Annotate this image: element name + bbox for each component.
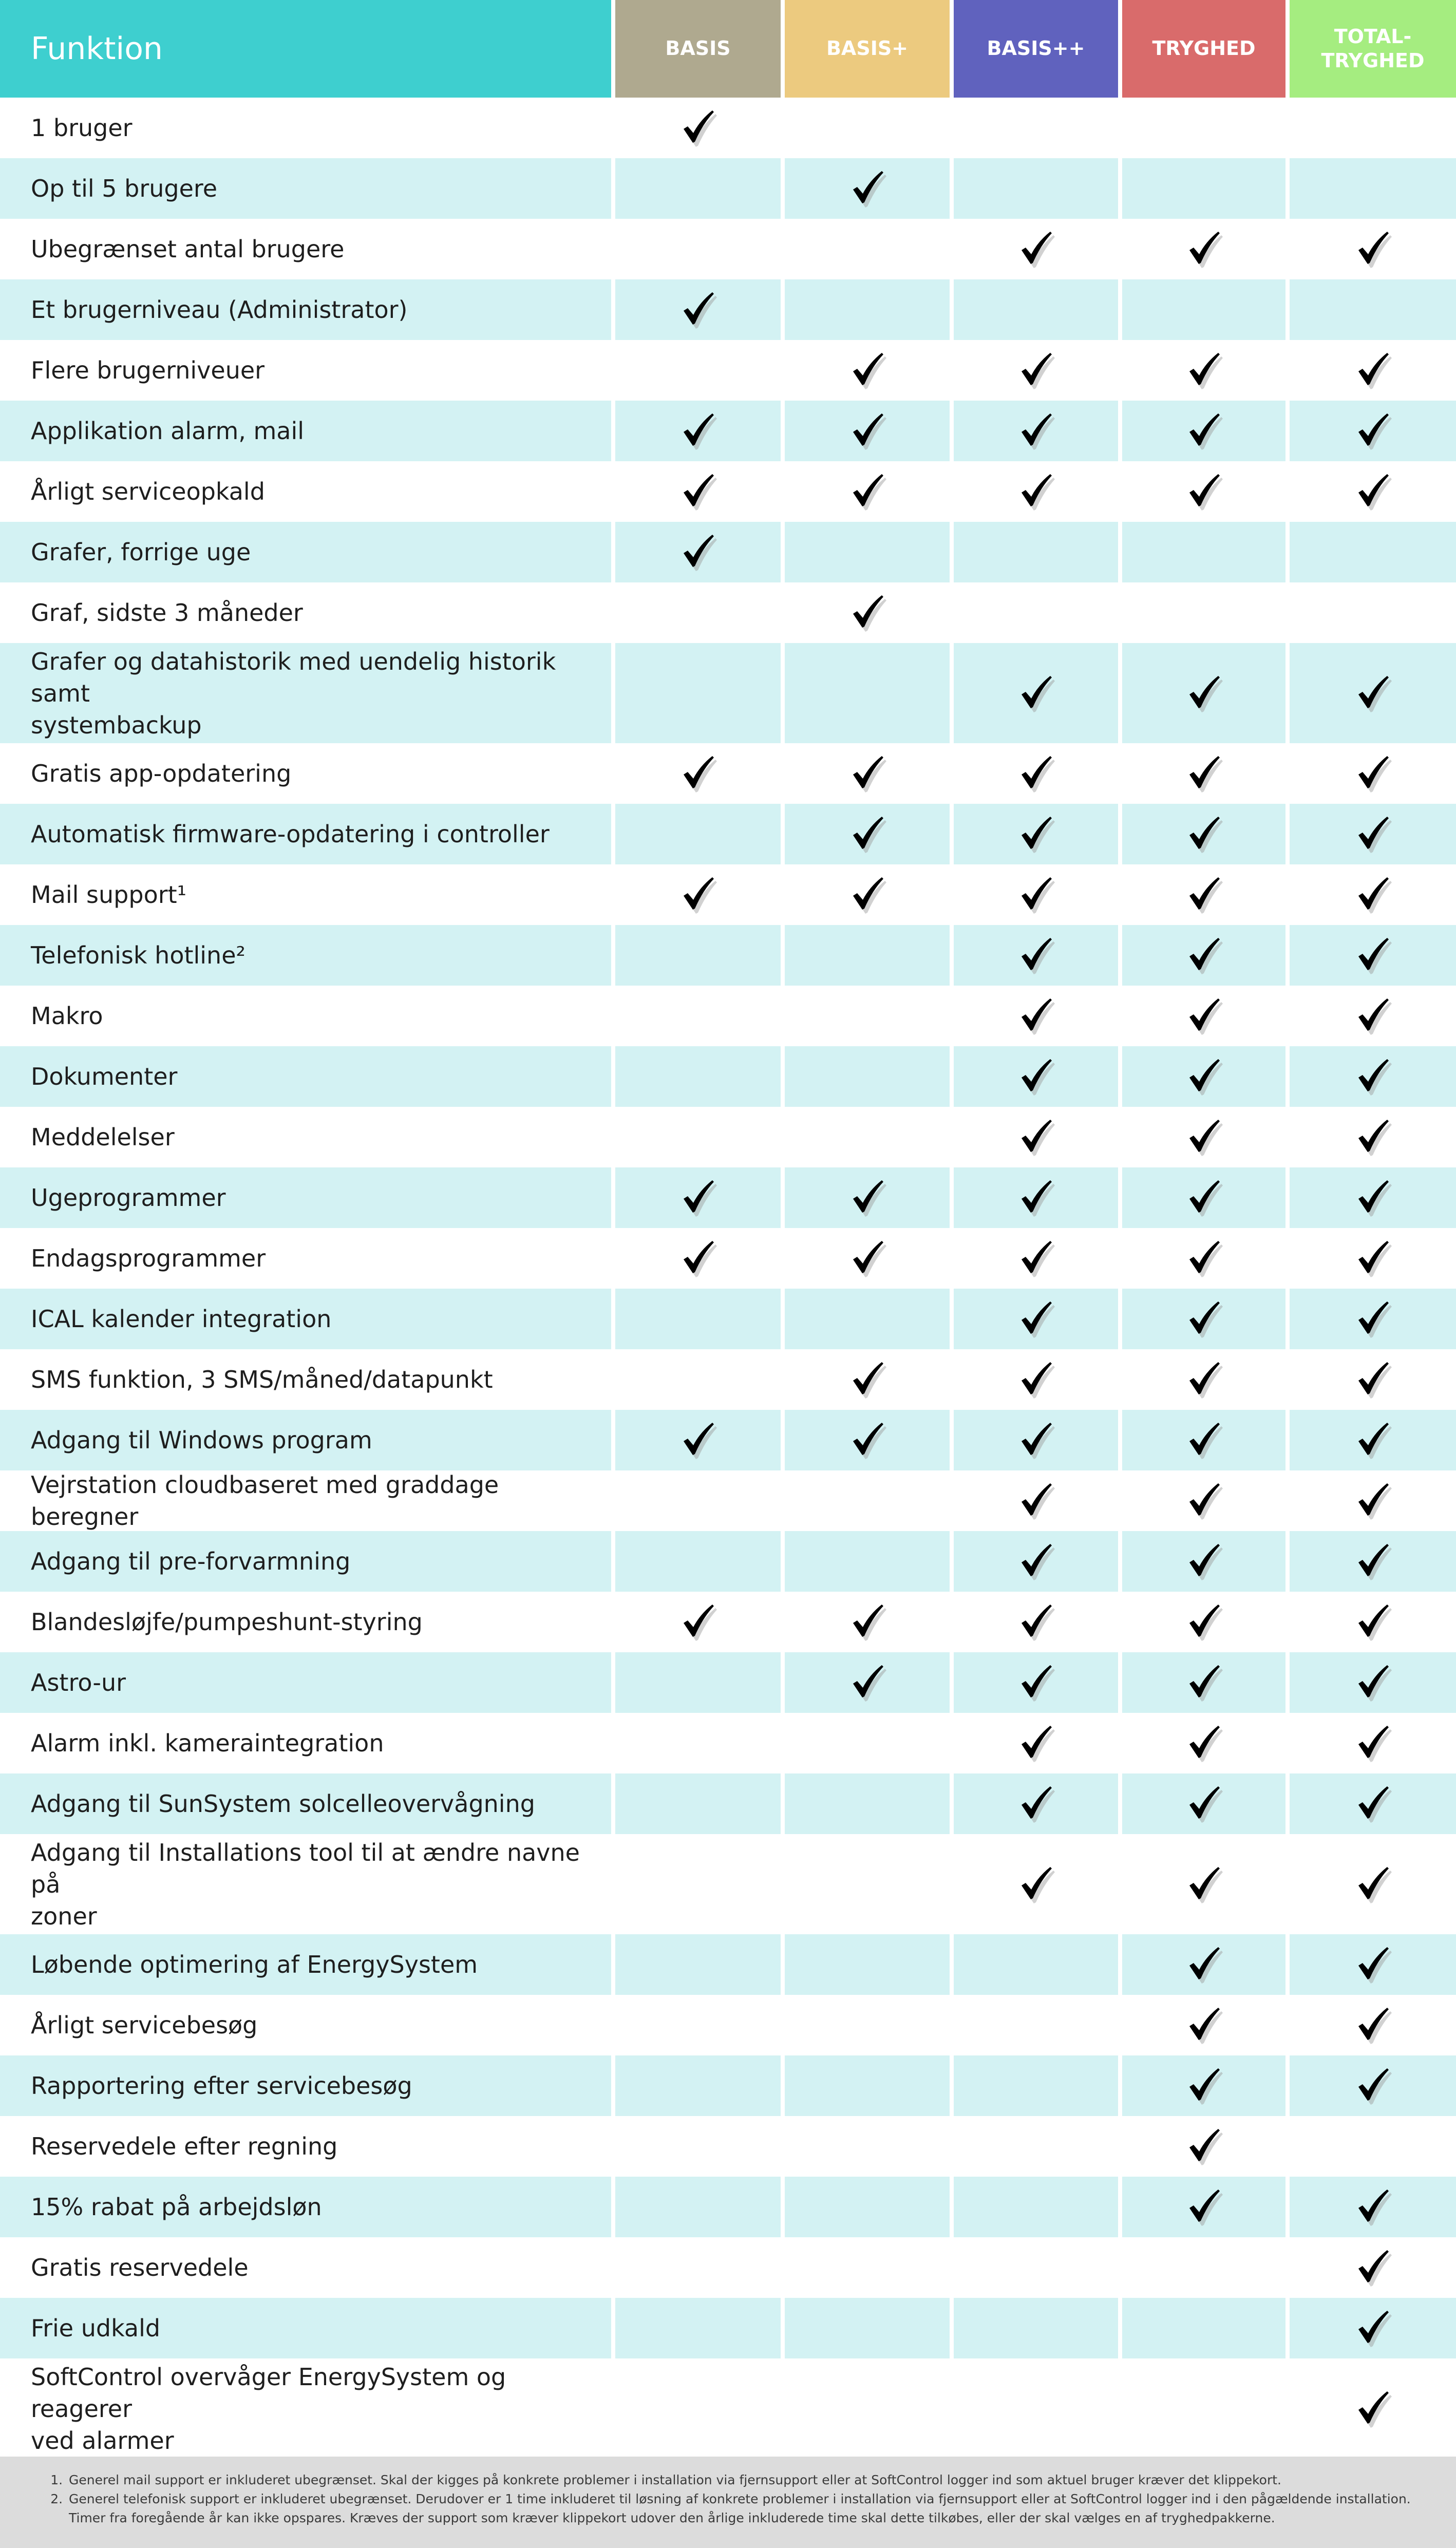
checkmark-icon — [1015, 935, 1056, 976]
header-plan-basis-plus-plus: BASIS++ — [954, 0, 1118, 98]
feature-label: Adgang til Windows program — [31, 1426, 372, 1454]
checkmark-icon — [1352, 814, 1393, 855]
table-row — [0, 158, 1456, 219]
checkmark-icon — [1015, 1480, 1056, 1521]
checkmark-icon — [847, 874, 888, 915]
table-row — [0, 864, 1456, 925]
table-row — [0, 1834, 1456, 1934]
footnote-2: 2. Generel telefonisk support er inkluderet ubegrænset. Derudover er 1 time inkluderet til løsning af konkrete problemer i installation via fjernsupport eller at SoftControl logger ind i den pågældende installation. Timer fra foregående år kan ikke opspares. Kræves der support som kræver klippekort udover den årlige inkluderede time skal dette tilkøbes, eller der skal vælges en af tryghedpakkerne. — [67, 2489, 1425, 2527]
checkmark-icon — [1352, 1238, 1393, 1279]
checkmark-icon — [1352, 1359, 1393, 1400]
checkmark-icon — [1352, 1480, 1393, 1521]
table-row — [0, 1713, 1456, 1773]
checkmark-icon — [1183, 1117, 1224, 1158]
checkmark-icon — [1183, 814, 1224, 855]
checkmark-icon — [1352, 2308, 1393, 2349]
checkmark-icon — [847, 471, 888, 512]
checkmark-icon — [847, 1177, 888, 1218]
feature-label: Makro — [31, 1002, 103, 1030]
feature-label: Vejrstation cloudbaseret med graddage beregner — [31, 1471, 499, 1531]
checkmark-icon — [1015, 1541, 1056, 1582]
checkmark-icon — [1352, 2186, 1393, 2228]
checkmark-icon — [1183, 2126, 1224, 2167]
table-row — [0, 401, 1456, 461]
feature-label: Adgang til pre-forvarmning — [31, 1547, 351, 1575]
checkmark-icon — [1015, 1783, 1056, 1824]
checkmark-icon — [1015, 1601, 1056, 1643]
feature-label: SMS funktion, 3 SMS/måned/datapunkt — [31, 1366, 493, 1393]
table-row — [0, 279, 1456, 340]
table-row — [0, 2116, 1456, 2177]
table-row — [0, 1652, 1456, 1713]
checkmark-icon — [1183, 2005, 1224, 2046]
table-row — [0, 1167, 1456, 1228]
checkmark-icon — [677, 1601, 718, 1643]
checkmark-icon — [1183, 1359, 1224, 1400]
table-row — [0, 1470, 1456, 1531]
table-row — [0, 804, 1456, 864]
checkmark-icon — [1183, 2065, 1224, 2106]
table-row — [0, 743, 1456, 804]
table-row — [0, 1107, 1456, 1167]
feature-label: Blandesløjfe/pumpeshunt-styring — [31, 1608, 423, 1636]
checkmark-icon — [1183, 1601, 1224, 1643]
checkmark-icon — [1183, 1420, 1224, 1461]
checkmark-icon — [1352, 410, 1393, 451]
table-row — [0, 522, 1456, 582]
column-divider — [1118, 98, 1122, 2457]
checkmark-icon — [1183, 1177, 1224, 1218]
checkmark-icon — [1015, 874, 1056, 915]
checkmark-icon — [1015, 753, 1056, 794]
feature-label: Gratis app-opdatering — [31, 760, 292, 787]
feature-label: SoftControl overvåger EnergySystem og reagerer ved alarmer — [31, 2363, 506, 2455]
checkmark-icon — [1183, 673, 1224, 714]
feature-label: Adgang til SunSystem solcelleovervågning — [31, 1790, 535, 1818]
column-divider — [781, 98, 785, 2457]
checkmark-icon — [847, 1662, 888, 1703]
checkmark-icon — [1183, 1864, 1224, 1905]
checkmark-icon — [847, 1359, 888, 1400]
checkmark-icon — [677, 1420, 718, 1461]
checkmark-icon — [677, 289, 718, 330]
checkmark-icon — [1015, 471, 1056, 512]
checkmark-icon — [1183, 1056, 1224, 1097]
table-row — [0, 925, 1456, 986]
feature-label: Årligt servicebesøg — [31, 2011, 258, 2039]
feature-label: Dokumenter — [31, 1063, 178, 1090]
table-row — [0, 1289, 1456, 1349]
checkmark-icon — [1352, 1056, 1393, 1097]
feature-label: Mail support¹ — [31, 881, 187, 909]
checkmark-icon — [1352, 229, 1393, 270]
feature-label: Adgang til Installations tool til at ændre navne på zoner — [31, 1838, 580, 1930]
checkmark-icon — [1183, 1298, 1224, 1339]
table-row — [0, 643, 1456, 743]
checkmark-icon — [847, 1601, 888, 1643]
checkmark-icon — [1352, 1723, 1393, 1764]
checkmark-icon — [1015, 1359, 1056, 1400]
checkmark-icon — [847, 168, 888, 209]
checkmark-icon — [677, 107, 718, 148]
checkmark-icon — [1183, 935, 1224, 976]
feature-label: Ubegrænset antal brugere — [31, 235, 345, 263]
header-plan-total-tryghed: TOTAL- TRYGHED — [1290, 0, 1456, 98]
checkmark-icon — [1015, 229, 1056, 270]
checkmark-icon — [677, 532, 718, 573]
checkmark-icon — [1352, 1298, 1393, 1339]
checkmark-icon — [1183, 1541, 1224, 1582]
checkmark-icon — [1183, 2186, 1224, 2228]
feature-label: Alarm inkl. kameraintegration — [31, 1729, 384, 1757]
header-function: Funktion — [0, 0, 611, 98]
checkmark-icon — [1352, 1541, 1393, 1582]
checkmark-icon — [1352, 1944, 1393, 1985]
table-row — [0, 98, 1456, 158]
checkmark-icon — [1015, 995, 1056, 1036]
checkmark-icon — [1183, 1783, 1224, 1824]
table-row — [0, 1410, 1456, 1470]
header-plan-basis-plus: BASIS+ — [785, 0, 950, 98]
column-divider — [1285, 98, 1290, 2457]
table-row — [0, 582, 1456, 643]
checkmark-icon — [1352, 1117, 1393, 1158]
checkmark-icon — [1183, 1944, 1224, 1985]
checkmark-icon — [1352, 935, 1393, 976]
checkmark-icon — [847, 1420, 888, 1461]
checkmark-icon — [677, 471, 718, 512]
checkmark-icon — [1183, 471, 1224, 512]
checkmark-icon — [677, 410, 718, 451]
checkmark-icon — [847, 410, 888, 451]
column-divider — [950, 98, 954, 2457]
feature-label: Ugeprogrammer — [31, 1184, 226, 1212]
feature-label: Et brugerniveau (Administrator) — [31, 296, 408, 324]
checkmark-icon — [1352, 1601, 1393, 1643]
table-row — [0, 340, 1456, 401]
feature-label: Meddelelser — [31, 1123, 175, 1151]
feature-label: Endagsprogrammer — [31, 1244, 266, 1272]
feature-label: Telefonisk hotline² — [31, 941, 245, 969]
table-row — [0, 1773, 1456, 1834]
checkmark-icon — [847, 753, 888, 794]
checkmark-icon — [677, 1177, 718, 1218]
footnotes — [0, 2457, 1456, 2548]
checkmark-icon — [677, 1238, 718, 1279]
checkmark-icon — [1352, 753, 1393, 794]
checkmark-icon — [1183, 874, 1224, 915]
feature-label: Årligt serviceopkald — [31, 478, 265, 505]
feature-label: Flere brugerniveuer — [31, 356, 265, 384]
checkmark-icon — [1352, 874, 1393, 915]
checkmark-icon — [1015, 673, 1056, 714]
checkmark-icon — [1015, 1056, 1056, 1097]
feature-label: 15% rabat på arbejdsløn — [31, 2193, 322, 2221]
checkmark-icon — [1183, 350, 1224, 391]
checkmark-icon — [1183, 1723, 1224, 1764]
table-row — [0, 986, 1456, 1046]
checkmark-icon — [1015, 1238, 1056, 1279]
checkmark-icon — [1183, 995, 1224, 1036]
column-divider — [611, 98, 615, 2457]
checkmark-icon — [677, 874, 718, 915]
table-row — [0, 2298, 1456, 2358]
checkmark-icon — [677, 753, 718, 794]
checkmark-icon — [1015, 1723, 1056, 1764]
checkmark-icon — [1015, 350, 1056, 391]
feature-label: Automatisk firmware-opdatering i controller — [31, 820, 550, 848]
checkmark-icon — [1183, 1238, 1224, 1279]
checkmark-icon — [847, 350, 888, 391]
table-row — [0, 219, 1456, 279]
feature-label: Graf, sidste 3 måneder — [31, 599, 303, 627]
table-row — [0, 2358, 1456, 2459]
table-row — [0, 2055, 1456, 2116]
checkmark-icon — [1183, 753, 1224, 794]
checkmark-icon — [1352, 1783, 1393, 1824]
checkmark-icon — [1015, 1298, 1056, 1339]
feature-label: Op til 5 brugere — [31, 175, 218, 202]
checkmark-icon — [1015, 1420, 1056, 1461]
checkmark-icon — [1352, 350, 1393, 391]
checkmark-icon — [847, 1238, 888, 1279]
checkmark-icon — [1015, 1117, 1056, 1158]
checkmark-icon — [1352, 1177, 1393, 1218]
checkmark-icon — [1352, 673, 1393, 714]
checkmark-icon — [1352, 2005, 1393, 2046]
header-plan-tryghed: TRYGHED — [1122, 0, 1285, 98]
feature-label: Grafer og datahistorik med uendelig historik samt systembackup — [31, 647, 556, 739]
checkmark-icon — [1015, 1662, 1056, 1703]
table-row — [0, 1995, 1456, 2055]
checkmark-icon — [1352, 2247, 1393, 2288]
checkmark-icon — [1352, 2065, 1393, 2106]
header-plan-basis: BASIS — [615, 0, 781, 98]
checkmark-icon — [847, 814, 888, 855]
table-row — [0, 461, 1456, 522]
checkmark-icon — [1015, 1177, 1056, 1218]
table-row — [0, 1349, 1456, 1410]
table-row — [0, 1592, 1456, 1652]
feature-label: Gratis reservedele — [31, 2254, 249, 2281]
footnote-1: 1. Generel mail support er inkluderet ubegrænset. Skal der kigges på konkrete problemer i installation via fjernsupport eller at SoftControl logger ind som aktuel bruger kræver det klippekort. — [67, 2470, 1425, 2489]
checkmark-icon — [1015, 1864, 1056, 1905]
checkmark-icon — [1352, 1864, 1393, 1905]
table-row — [0, 2237, 1456, 2298]
checkmark-icon — [847, 592, 888, 633]
checkmark-icon — [1352, 1662, 1393, 1703]
feature-label: 1 bruger — [31, 114, 133, 142]
feature-label: Reservedele efter regning — [31, 2132, 338, 2160]
feature-label: ICAL kalender integration — [31, 1305, 332, 1333]
checkmark-icon — [1183, 1662, 1224, 1703]
table-row — [0, 1934, 1456, 1995]
checkmark-icon — [1352, 471, 1393, 512]
checkmark-icon — [1352, 995, 1393, 1036]
checkmark-icon — [1015, 410, 1056, 451]
feature-label: Rapportering efter servicebesøg — [31, 2072, 412, 2100]
checkmark-icon — [1183, 1480, 1224, 1521]
checkmark-icon — [1352, 2388, 1393, 2429]
checkmark-icon — [1015, 814, 1056, 855]
feature-label: Applikation alarm, mail — [31, 417, 305, 445]
feature-label: Astro-ur — [31, 1669, 126, 1696]
table-row — [0, 1531, 1456, 1592]
table-row — [0, 1228, 1456, 1289]
feature-label: Grafer, forrige uge — [31, 538, 251, 566]
table-row — [0, 1046, 1456, 1107]
checkmark-icon — [1183, 229, 1224, 270]
table-row — [0, 2177, 1456, 2237]
feature-label: Løbende optimering af EnergySystem — [31, 1951, 478, 1978]
checkmark-icon — [1183, 410, 1224, 451]
feature-label: Frie udkald — [31, 2314, 161, 2342]
checkmark-icon — [1352, 1420, 1393, 1461]
